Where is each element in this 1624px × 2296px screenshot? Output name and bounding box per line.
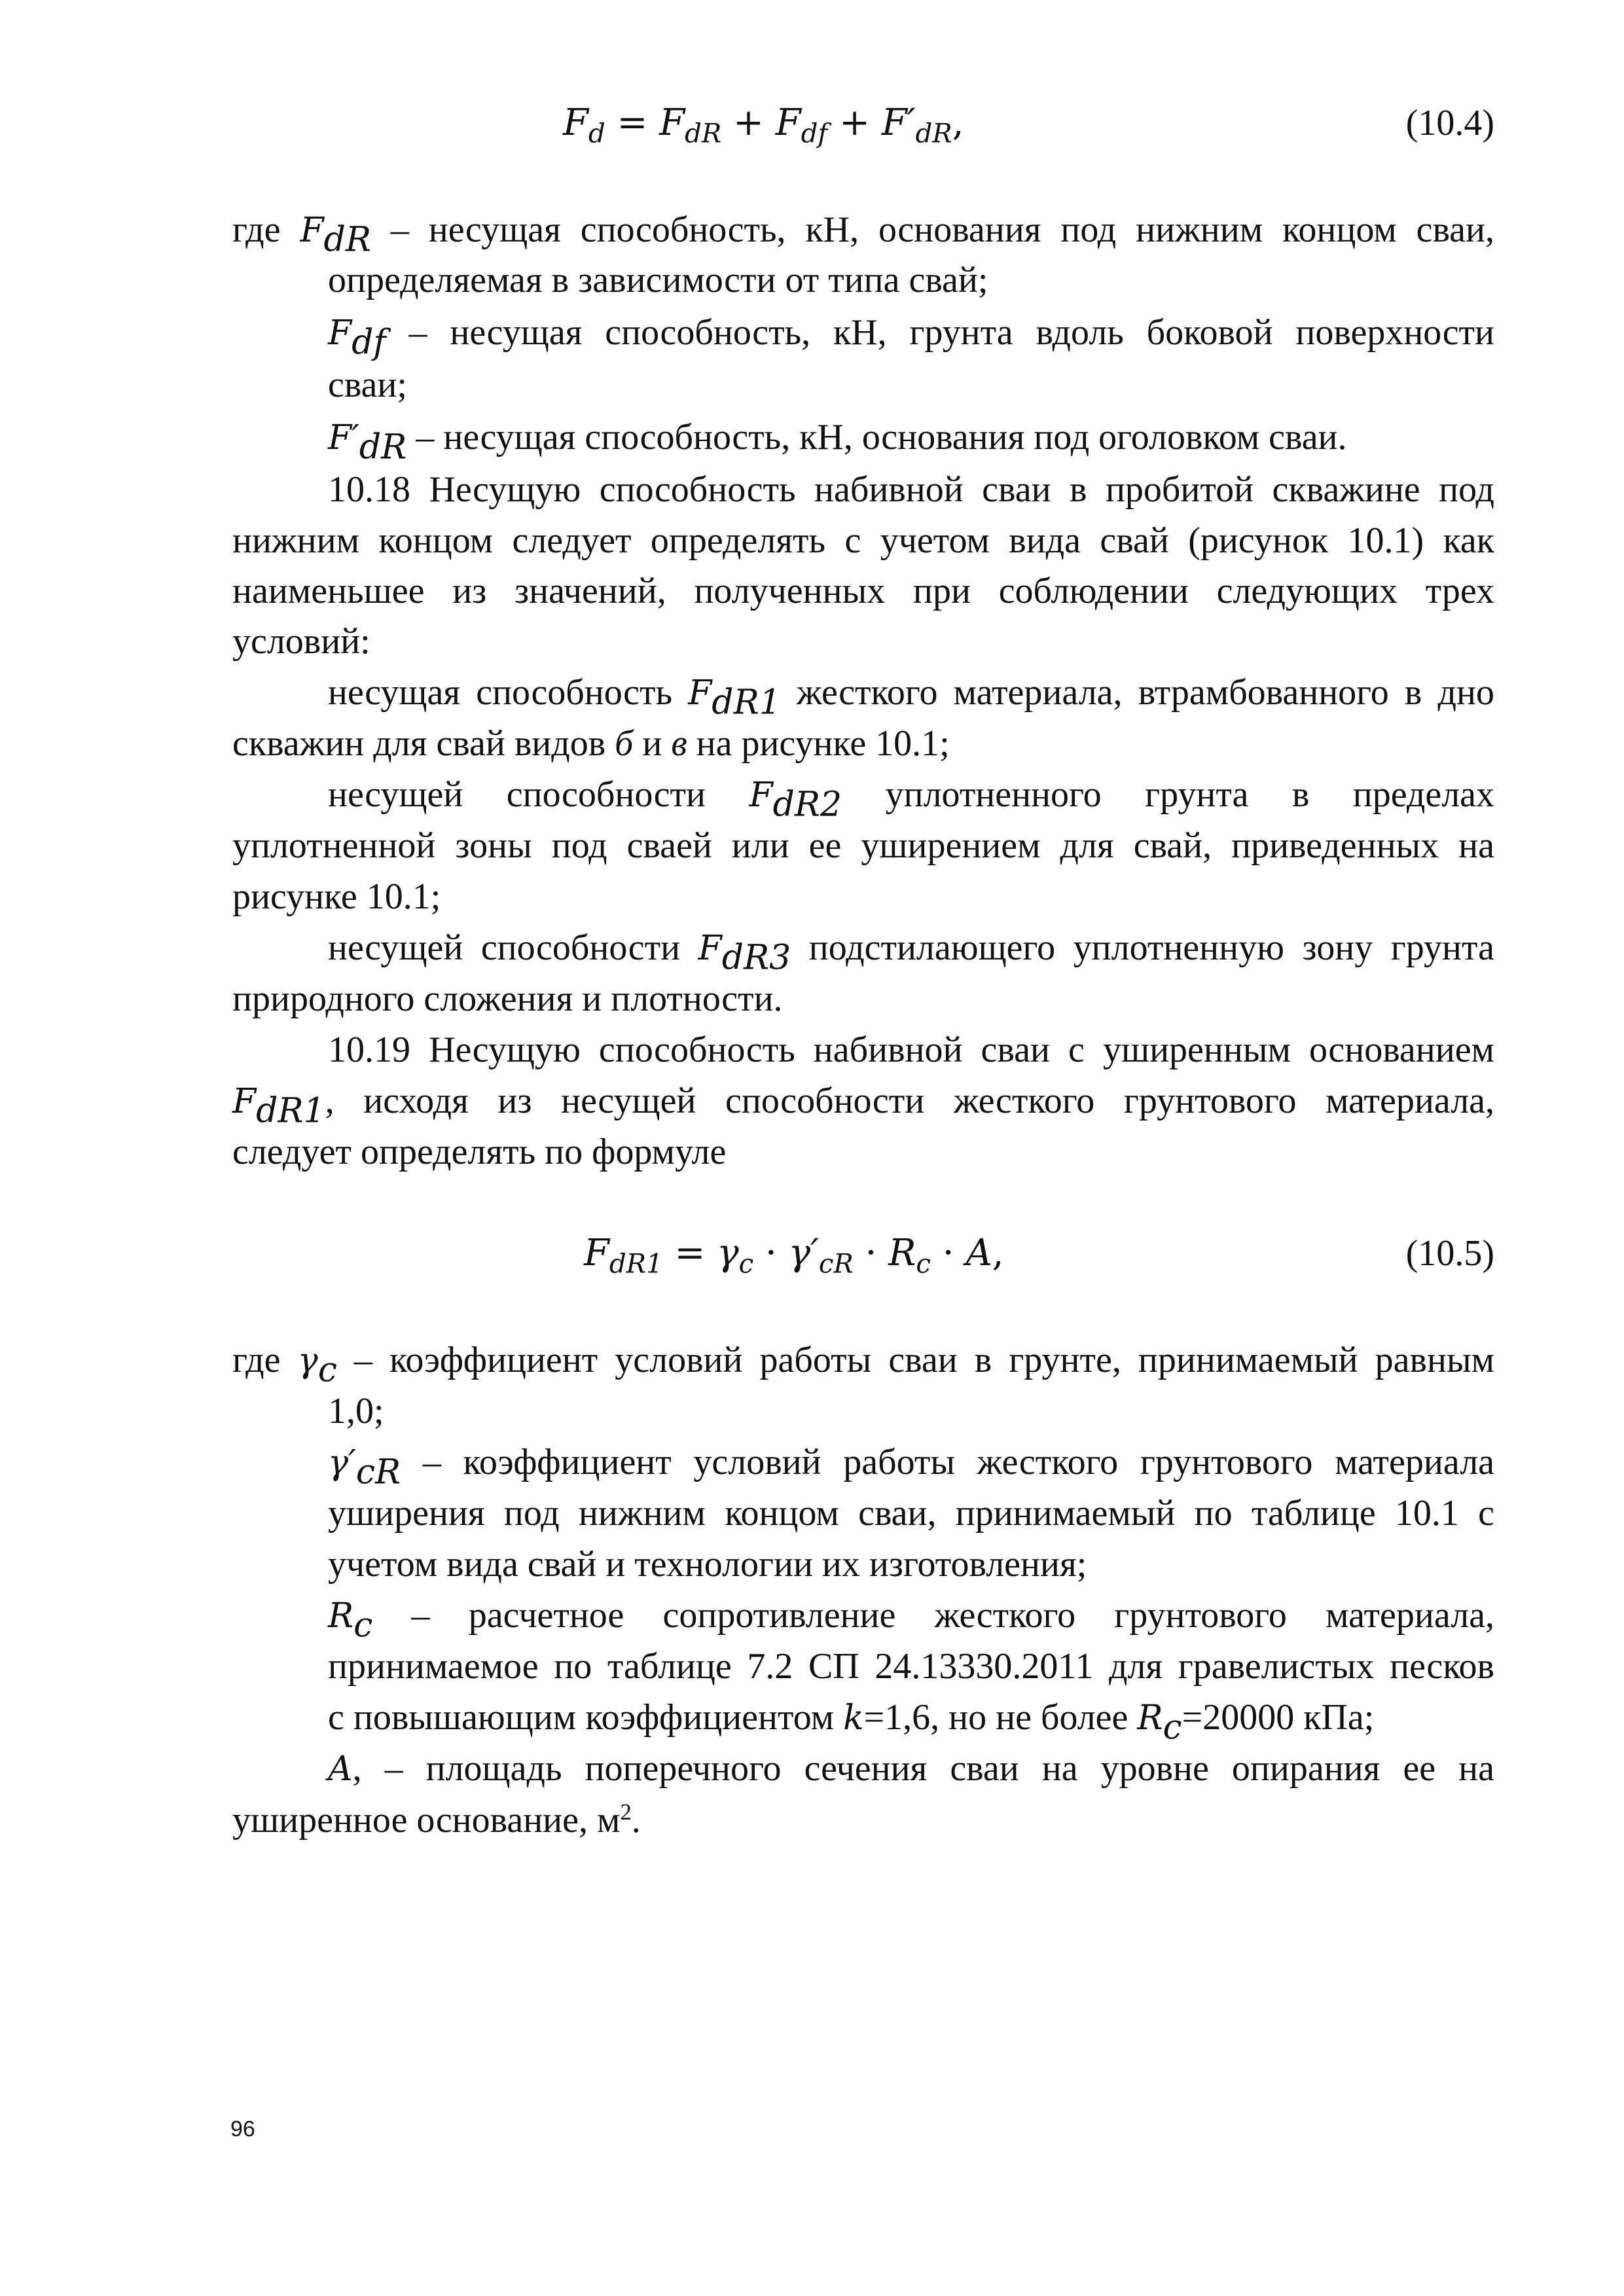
para-10-18-line-4: условий: [232,621,370,662]
formula-10-5: $F_{dR1} = \gamma_c \cdot \gamma'_{cR} \cdot R_c \cdot A$, [584,1232,1004,1280]
legend-10-5-item-3-cont-1: принимаемое по таблице 7.2 СП 24.13330.2011 для гравелистых песков [328,1646,1494,1687]
page-number: 96 [230,2117,255,2142]
condition-1-line-2: скважин для свай видов б и в на рисунке 10.1; [232,723,950,764]
legend-10-5-item-3: Rc – расчетное сопротивление жесткого грунтового материала, [328,1595,1494,1645]
para-10-18-line-2: нижним концом следует определять с учетом вида свай (рисунок 10.1) как [232,520,1494,561]
formula-10-5-number: (10.5) [1405,1233,1494,1274]
legend-10-4-item-2-cont: сваи; [328,365,407,405]
para-10-19-line-1: 10.19 Несущую способность набивной сваи с уширенным основанием [328,1030,1494,1070]
para-10-19-line-2: FdR1, исходя из несущей способности жесткого грунтового материала, [232,1081,1494,1131]
condition-3-line-1: несущей способности FdR3 подстилающего уплотненную зону грунта [328,927,1494,978]
formula-10-4: $F_d = F_{dR} + F_{df} + F'_{dR}$, [563,101,964,149]
formula-10-4-number: (10.4) [1405,103,1494,143]
legend-10-4-item-1-cont: определяемая в зависимости от типа свай; [328,260,988,300]
para-10-18-line-3: наименьшее из значений, полученных при соблюдении следующих трех [232,571,1494,611]
legend-10-5-item-2: γ′cR – коэффициент условий работы жесткого грунтового материала [328,1442,1494,1492]
legend-10-5-item-1: где γc – коэффициент условий работы сваи в грунте, принимаемый равным [232,1340,1495,1390]
para-10-18-line-1: 10.18 Несущую способность набивной сваи в пробитой скважине под [328,469,1494,510]
legend-10-5-item-1-cont: 1,0; [328,1391,384,1431]
legend-10-5-item-3-cont-2: с повышающим коэффициентом k=1,6, но не более Rc=20000 кПа; [328,1697,1375,1748]
para-10-19-line-3: следует определять по формуле [232,1132,727,1172]
condition-1-line-1: несущая способность FdR1 жесткого материала, втрамбованного в дно [328,672,1494,723]
legend-10-4-item-1: где FdR – несущая способность, кН, основания под нижним концом сваи, [232,209,1494,260]
legend-10-4-item-2: Fdf – несущая способность, кН, грунта вдоль боковой поверхности [328,312,1494,363]
legend-10-5-item-2-cont-1: уширения под нижним концом сваи, принимаемый по таблице 10.1 с [328,1493,1494,1534]
legend-10-5-item-2-cont-2: учетом вида свай и технологии их изготовления; [328,1544,1087,1585]
legend-10-5-item-4: A, – площадь поперечного сечения сваи на уровне опирания ее на [328,1748,1494,1789]
condition-2-line-2: уплотненной зоны под сваей или ее уширением для свай, приведенных на [232,825,1494,866]
condition-3-line-2: природного сложения и плотности. [232,978,783,1019]
legend-10-5-item-4-cont: уширенное основание, $м^2$. [232,1799,641,1841]
legend-10-4-item-3: F′dR – несущая способность, кН, основания под оголовком сваи. [328,417,1347,467]
condition-2-line-1: несущей способности FdR2 уплотненного грунта в пределах [328,774,1495,825]
condition-2-line-3: рисунке 10.1; [232,876,441,917]
